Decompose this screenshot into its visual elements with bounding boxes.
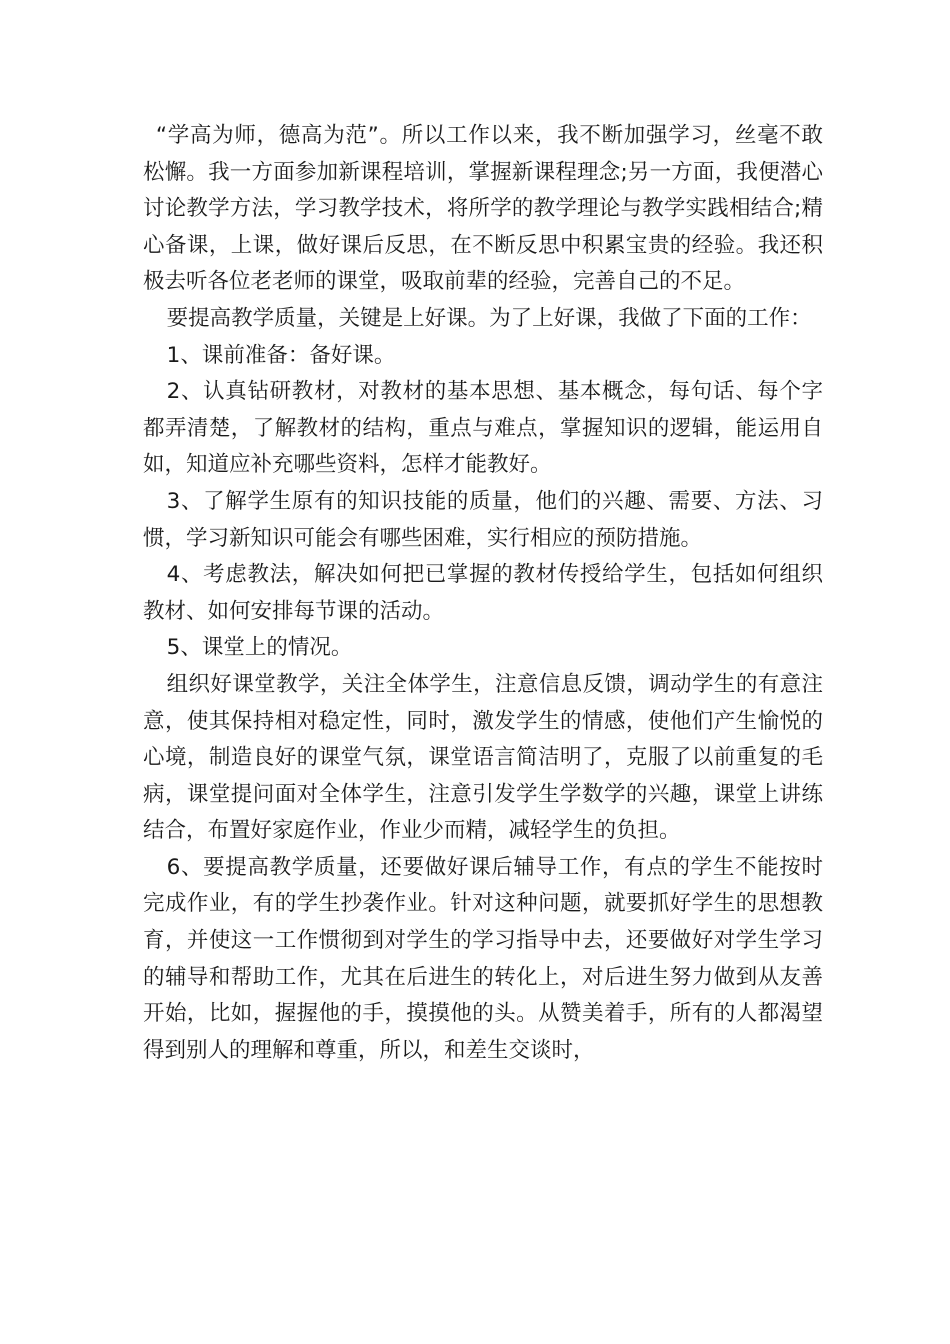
paragraph-item-2: 2、认真钻研教材，对教材的基本思想、基本概念，每句话、每个字都弄清楚，了解教材的结构，重点与难点，掌握知识的逻辑，能运用自如，知道应补充哪些资料，怎样才能教好。 [143,379,823,478]
paragraph-item-5: 5、课堂上的情况。 [166,635,353,661]
document-body [143,118,823,1069]
paragraph-item-4: 4、考虑教法，解决如何把已掌握的教材传授给学生，包括如何组织教材、如何安排每节课的活动。 [143,562,823,624]
paragraph-teaching-quality: 要提高教学质量，关键是上好课。为了上好课，我做了下面的工作： [166,305,812,331]
paragraph-item-1: 1、课前准备：备好课。 [166,342,396,368]
paragraph-classroom: 组织好课堂教学，关注全体学生，注意信息反馈，调动学生的有意注意，使其保持相对稳定性，同时，激发学生的情感，使他们产生愉悦的心境，制造良好的课堂气氛，课堂语言简洁明了，克服了以前重复的毛病，课堂提问面对全体学生，注意引发学生学数学的兴趣，课堂上讲练结合，布置好家庭作业，作业少而精，减轻学生的负担。 [143,671,823,844]
paragraph-item-3: 3、了解学生原有的知识技能的质量，他们的兴趣、需要、方法、习惯，学习新知识可能会有哪些困难，实行相应的预防措施。 [143,488,823,551]
paragraph-item-6: 6、要提高教学质量，还要做好课后辅导工作，有点的学生不能按时完成作业，有的学生抄袭作业。针对这种问题，就要抓好学生的思想教育，并使这一工作惯彻到对学生的学习指导中去，还要做好对学生学习的辅导和帮助工作，尤其在后进生的转化上，对后进生努力做到从友善开始，比如，握握他的手，摸摸他的头。从赞美着手，所有的人都渴望得到别人的理解和尊重，所以，和差生交谈时， [143,854,823,1063]
paragraph-motto: “学高为师，德高为范”。所以工作以来，我不断加强学习，丝毫不敢松懈。我一方面参加新课程培训，掌握新课程理念;另一方面，我便潜心讨论教学方法，学习教学技术，将所学的教学理论与教学实践相结合;精心备课，上课，做好课后反思，在不断反思中积累宝贵的经验。我还积极去听各位老老师的课堂，吸取前辈的经验，完善自己的不足。 [143,123,823,295]
